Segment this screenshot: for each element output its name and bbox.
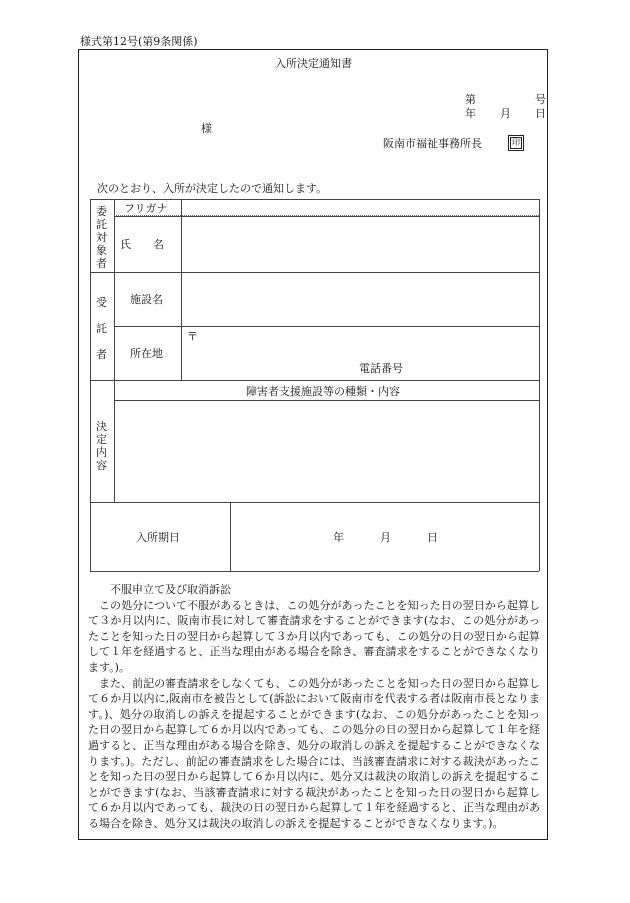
admission-day: 日 (427, 531, 438, 544)
appeal-paragraph-1: この処分について不服があるときは、この処分があったことを知った日の翌日から起算して３か月以内に、阪南市長に対して審査請求をすることができます(なお、この処分があったことを知った日の翌日から起算して３か月以内であっても、この処分の日の翌日から起算して１年を経過すると、正当な理由がある場合を除き、審査請求をすることができなくなります。)。 (88, 598, 540, 674)
issuer: 阪南市福祉事務所長 (383, 137, 482, 150)
furigana-label: フリガナ (124, 202, 168, 215)
page-title: 入所決定通知書 (275, 57, 352, 70)
postal-mark: 〒 (187, 330, 198, 343)
date-year: 年 (465, 107, 476, 120)
section-client: 委託対象者 (96, 205, 107, 270)
date-day: 日 (535, 107, 546, 120)
appeal-paragraph-2: また、前記の審査請求をしなくても、この処分があったことを知った日の翌日から起算して６か月以内に,阪南市を被告として(訴訟において阪南市を代表する者は阪南市長となります。)、処分の取消しの訴えを提起することができます(なお、この処分があったことを知った日の翌日から起算して６か月以内であっても、この処分の日の翌日から起算して１年を経過すると、正当な理由がある場合を除き、処分の取消しの訴えを提起することができなくなります。)。ただし、前記の審査請求をした場合には、当該審査請求に対する裁決があったことを知った日の翌日から起算して６か月以内に、処分又は裁決の取消しの訴えを提起することができます(なお、当該審査請求に対する裁決があったことを知った日の翌日から起算して６か月以内であっても、裁決の日の翌日から起算して１年を経過すると、正当な理由がある場合を除き、処分又は裁決の取消しの訴えを提起することができなくなります。)。 (88, 676, 540, 830)
seal-char: 印 (512, 138, 520, 147)
number-dai: 第 (465, 93, 476, 106)
service-type-header: 障害者支援施設等の種類・内容 (246, 385, 400, 398)
admission-month: 月 (380, 531, 391, 544)
facility-name-label: 施設名 (130, 293, 163, 306)
form-number: 様式第12号(第9条関係) (80, 35, 198, 48)
admission-date-label: 入所期日 (136, 531, 180, 544)
seal-mark (508, 135, 524, 151)
date-month: 月 (500, 107, 511, 120)
appeal-title: 不服申立て及び取消訴訟 (110, 583, 231, 596)
section-contractor: 受 託 者 (96, 296, 118, 361)
section-decision: 決定内容 (96, 420, 107, 472)
address-label: 所在地 (130, 347, 163, 360)
recipient-honorific: 様 (201, 122, 212, 135)
admission-year: 年 (333, 531, 344, 544)
phone-label: 電話番号 (359, 362, 403, 375)
intro-text: 次のとおり、入所が決定したので通知します。 (97, 182, 328, 195)
number-go: 号 (535, 93, 546, 106)
appeal-notice (88, 582, 540, 832)
name-label: 氏 名 (120, 238, 164, 251)
